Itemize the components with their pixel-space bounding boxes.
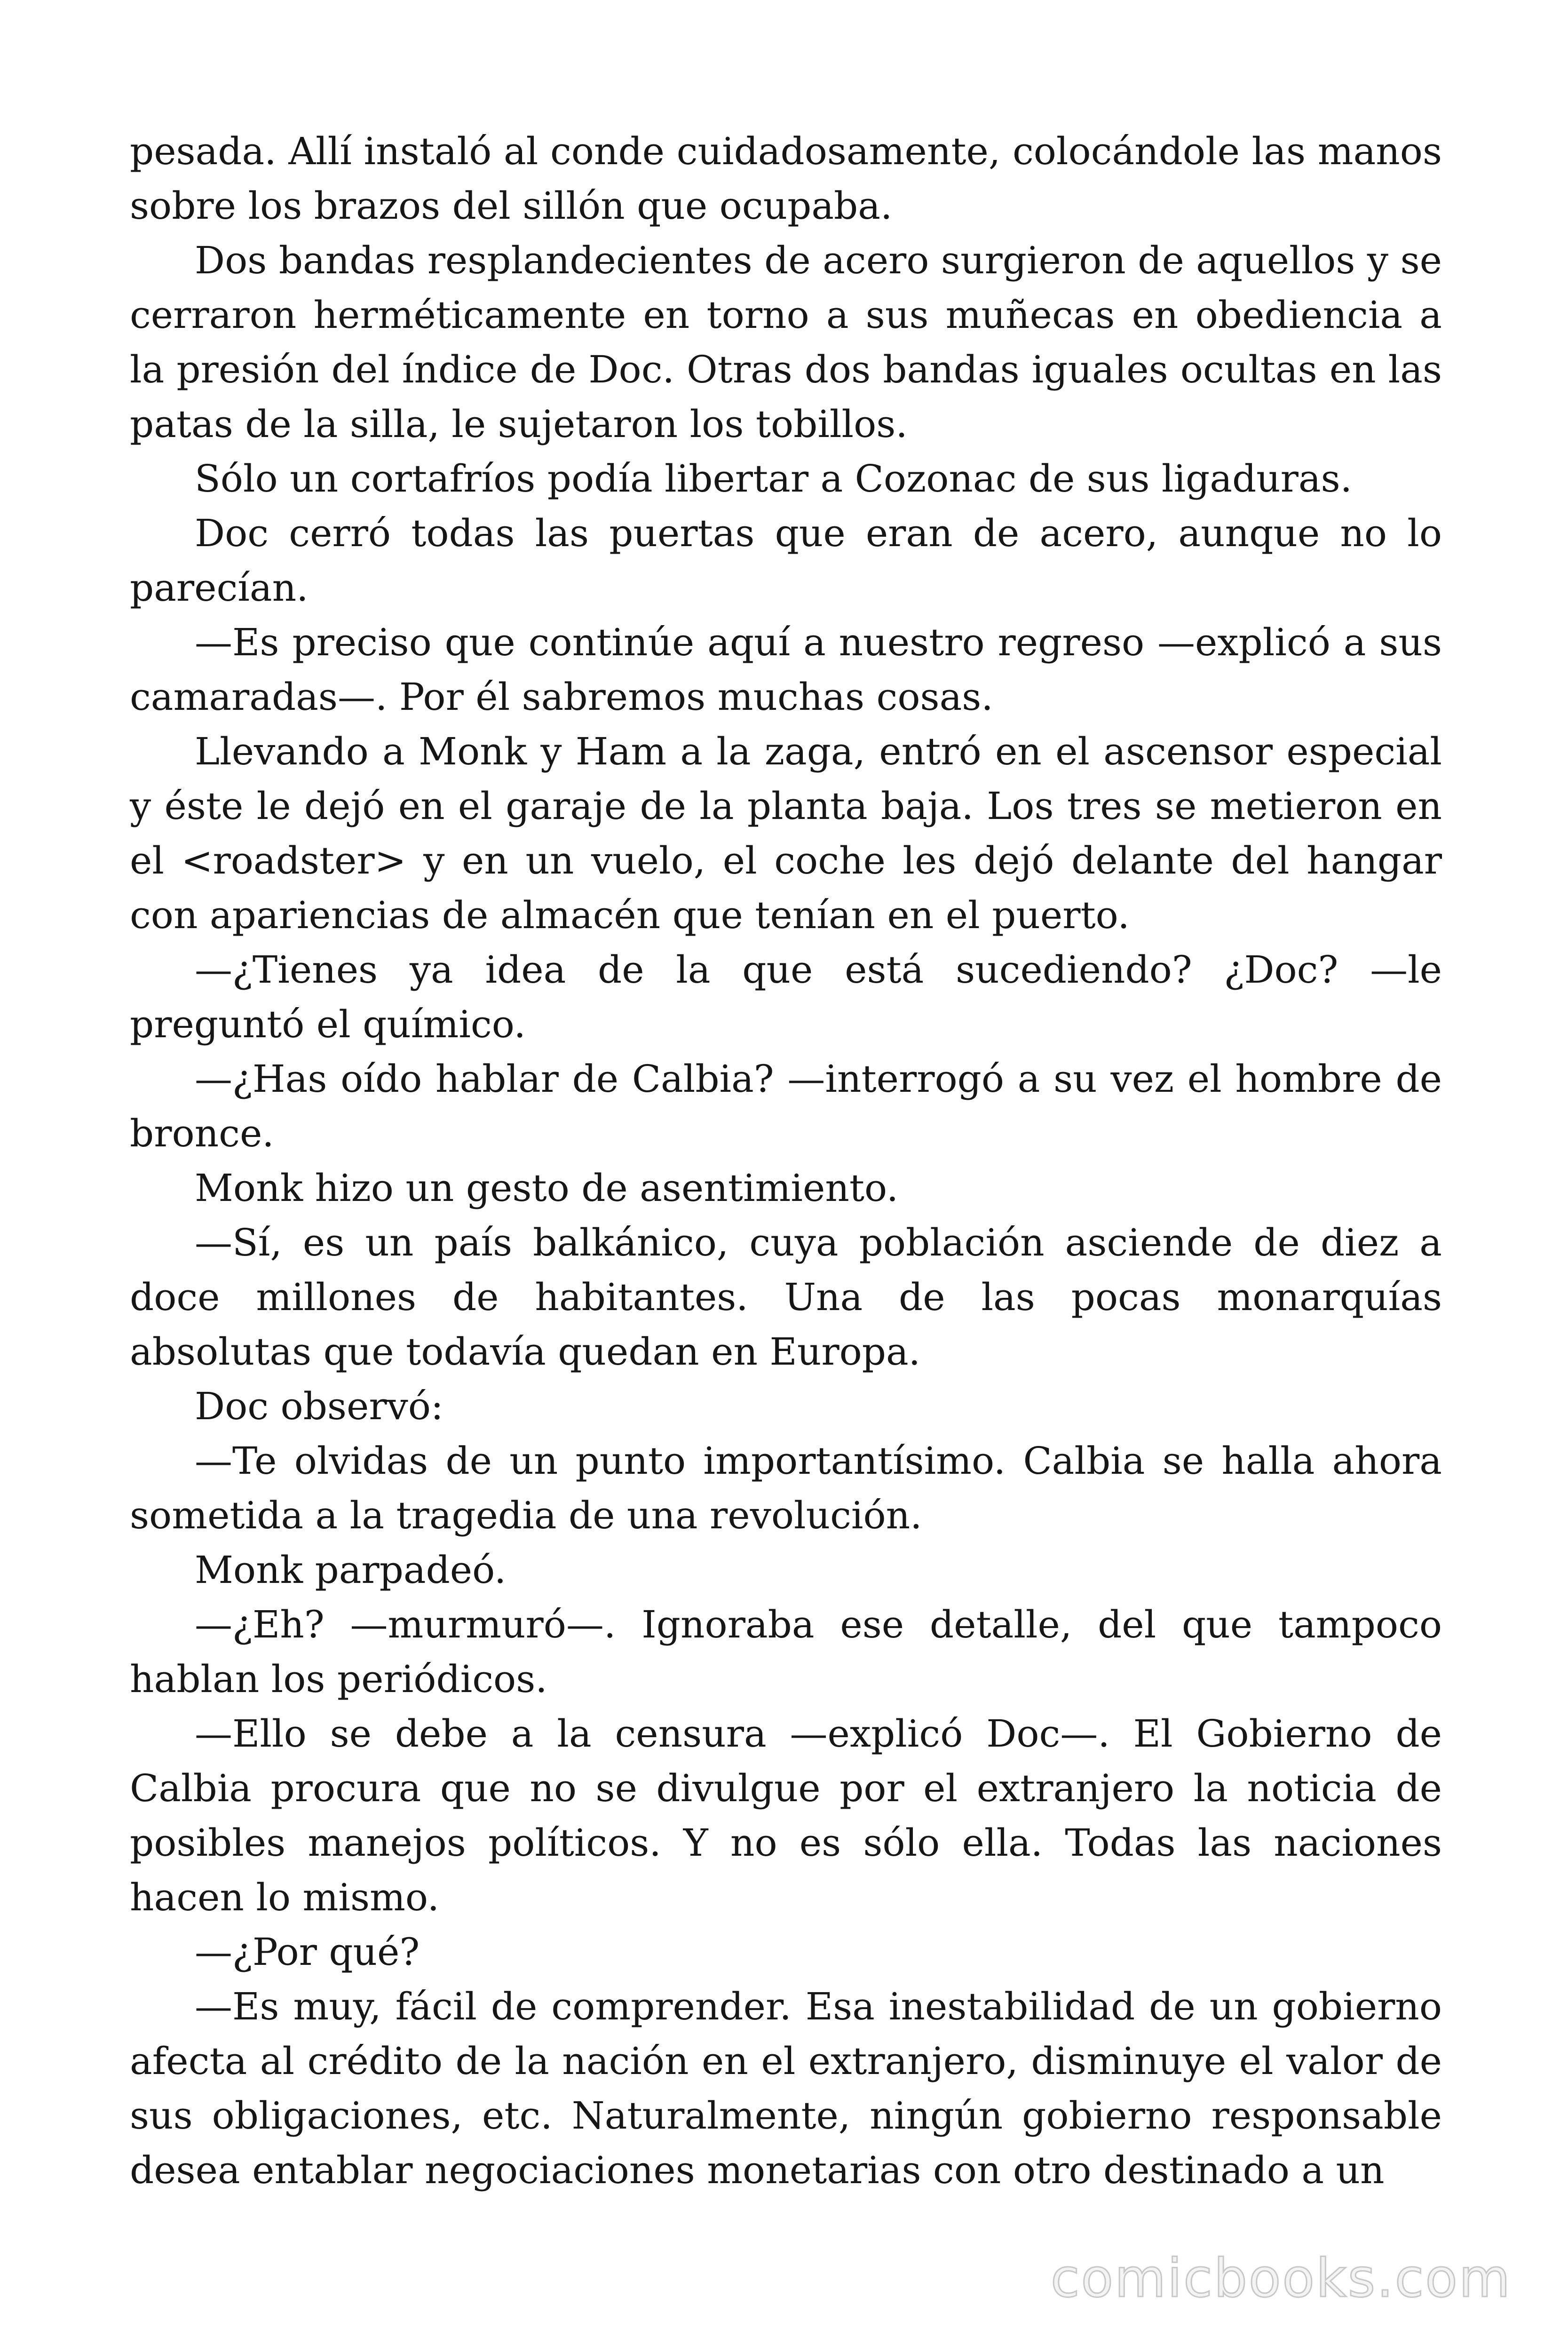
paragraph: —Te olvidas de un punto importantísimo. Calbia se halla ahora sometida a la tragedia de una revolución. bbox=[130, 1439, 1442, 1537]
paragraph: —Sí, es un país balkánico, cuya población asciende de diez a doce millones de habitantes. Una de las pocas monarquías absolutas que todavía quedan en Europa. bbox=[130, 1221, 1442, 1374]
paragraph: —¿Tienes ya idea de la que está sucediendo? ¿Doc? —le preguntó el químico. bbox=[130, 948, 1442, 1046]
paragraph: Dos bandas resplandecientes de acero surgieron de aquellos y se cerraron herméticamente en torno a sus muñecas en obediencia a la presión del índice de Doc. Otras dos bandas iguales ocultas en las patas de la silla, le sujetaron los tobillos. bbox=[130, 238, 1442, 446]
paragraph: —Es preciso que continúe aquí a nuestro regreso —explicó a sus camaradas—. Por él sabremos muchas cosas. bbox=[130, 620, 1442, 719]
paragraph: Monk parpadeó. bbox=[195, 1548, 507, 1592]
watermark: comicbooks.com bbox=[1050, 2248, 1512, 2309]
paragraph: —¿Has oído hablar de Calbia? —interrogó a su vez el hombre de bronce. bbox=[130, 1057, 1442, 1155]
page-body bbox=[130, 124, 1442, 2198]
paragraph: —Es muy, fácil de comprender. Esa inestabilidad de un gobierno afecta al crédito de la nación en el extranjero, disminuye el valor de sus obligaciones, etc. Naturalmente, ningún gobierno responsable desea entablar negociaciones monetarias con otro destinado a un bbox=[130, 1985, 1442, 2192]
paragraph: Sólo un cortafríos podía libertar a Cozonac de sus ligaduras. bbox=[195, 457, 1353, 501]
paragraph: Doc observó: bbox=[195, 1384, 443, 1428]
paragraph: —¿Eh? —murmuró—. Ignoraba ese detalle, del que tampoco hablan los periódicos. bbox=[130, 1603, 1442, 1701]
paragraph: Monk hizo un gesto de asentimiento. bbox=[195, 1166, 899, 1210]
paragraph: Doc cerró todas las puertas que eran de acero, aunque no lo parecían. bbox=[130, 511, 1442, 610]
paragraph-continued: pesada. Allí instaló al conde cuidadosamente, colocándole las manos sobre los brazos del sillón que ocupaba. bbox=[130, 129, 1442, 228]
paragraph: Llevando a Monk y Ham a la zaga, entró en el ascensor especial y éste le dejó en el garaje de la planta baja. Los tres se metieron en el <roadster> y en un vuelo, el coche les dejó delante del hangar con apariencias de almacén que tenían en el puerto. bbox=[130, 730, 1442, 937]
paragraph: —¿Por qué? bbox=[195, 1930, 420, 1974]
paragraph: —Ello se debe a la censura —explicó Doc—. El Gobierno de Calbia procura que no se divulgue por el extranjero la noticia de posibles manejos políticos. Y no es sólo ella. Todas las naciones hacen lo mismo. bbox=[130, 1712, 1442, 1919]
